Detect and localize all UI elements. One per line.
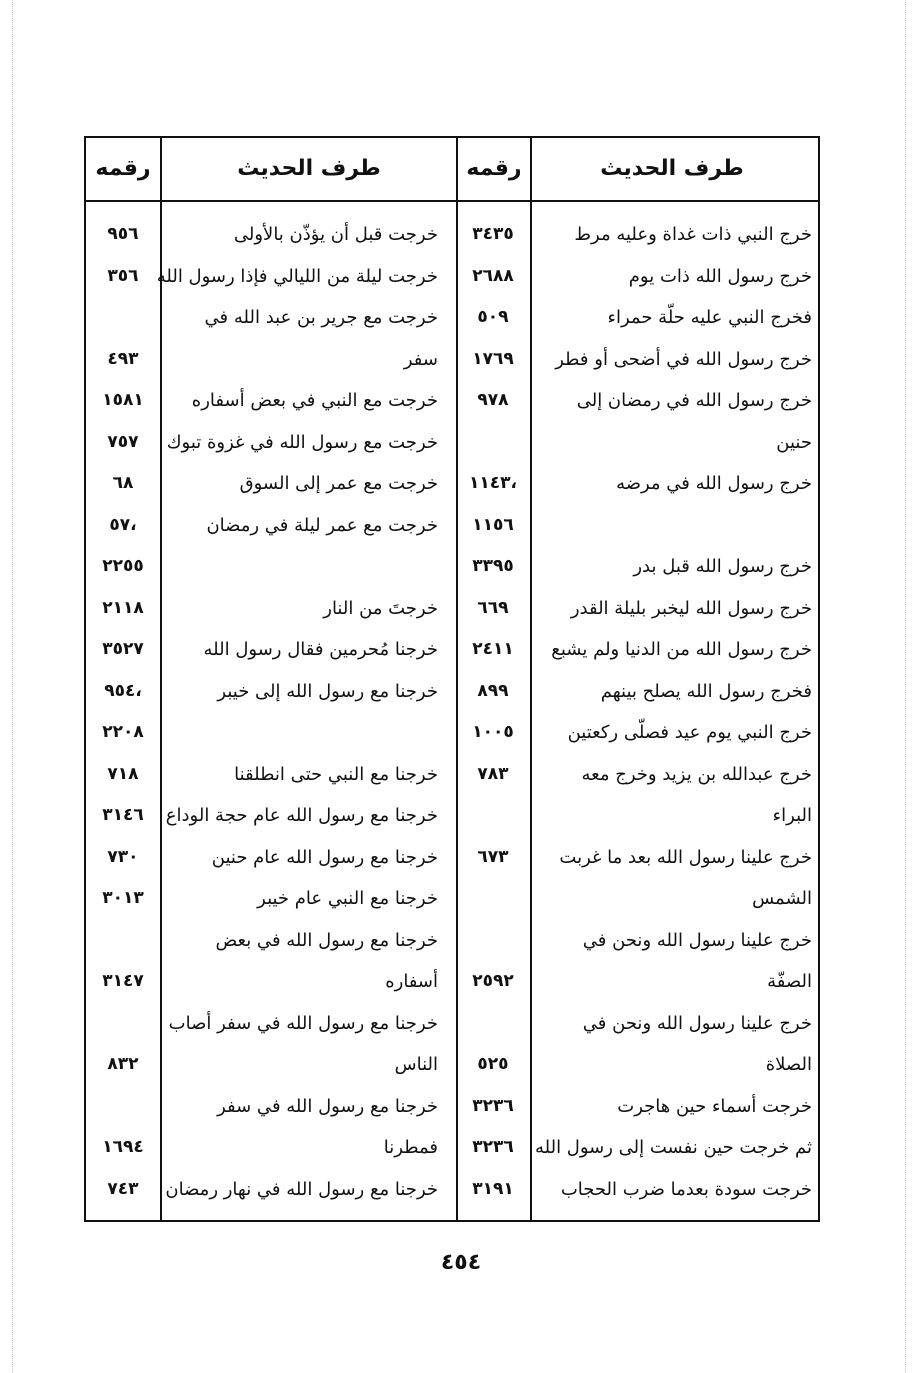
table-row	[86, 297, 818, 339]
hadith-number-right: ٦٦٩	[477, 597, 509, 618]
table-row	[86, 339, 818, 381]
table-row	[86, 1044, 818, 1086]
hadith-text-right: خرج رسول الله ذات يوم	[628, 265, 812, 287]
hadith-text-right: خرج النبي ذات غداة وعليه مرط	[574, 224, 812, 245]
hadith-number-right: ٣٢٣٦	[472, 1095, 514, 1116]
hadith-number-right	[456, 422, 530, 464]
hadith-text-left: سفر	[403, 348, 438, 370]
hadith-number-left: ،٥٧	[109, 514, 137, 535]
hadith-text-right: فخرج رسول الله يصلح بينهم	[600, 680, 812, 702]
scan-edge-left	[12, 0, 13, 1373]
hadith-text-right: خرج رسول الله قبل بدر	[633, 556, 812, 577]
header-divider	[86, 200, 818, 202]
hadith-text-right: حنين	[776, 431, 812, 453]
table-row	[86, 505, 818, 547]
hadith-text-left: خرجت قبل أن يؤذّن بالأولى	[233, 224, 438, 245]
hadith-text-right: خرج النبي يوم عيد فصلّى ركعتين	[567, 722, 812, 743]
hadith-text-right: خرج رسول الله ليخبر بليلة القدر	[570, 597, 812, 619]
hadith-number-right: ٧٨٣	[477, 763, 509, 784]
table-row	[86, 463, 818, 505]
hadith-text-right: خرج علينا رسول الله بعد ما غربت	[559, 846, 812, 868]
table-row	[86, 754, 818, 796]
hadith-number-left: ٧٣٠	[107, 846, 139, 867]
hadith-number-right: ١١٥٦	[472, 514, 514, 535]
hadith-text-left: خرجت مع النبي في بعض أسفاره	[191, 390, 438, 411]
hadith-text-right: خرج رسول الله في رمضان إلى	[576, 390, 812, 411]
hadith-number-left	[86, 920, 160, 962]
hadith-number-left: ١٦٩٤	[102, 1137, 144, 1157]
hadith-text-right: خرجت سودة بعدما ضرب الحجاب	[560, 1178, 812, 1200]
hadith-number-left: ٧٤٣	[107, 1178, 139, 1199]
hadith-number-right	[456, 920, 530, 962]
hadith-text-left: خرجت مع رسول الله في غزوة تبوك	[166, 431, 438, 453]
header-hadith-left: طرف الحديث	[237, 156, 381, 181]
hadith-number-left: ٣١٤٧	[102, 971, 144, 991]
hadith-number-right	[456, 795, 530, 837]
table-row	[86, 878, 818, 920]
table-row	[86, 380, 818, 422]
hadith-text-right: خرج علينا رسول الله ونحن في	[582, 1012, 812, 1034]
hadith-number-left	[86, 1086, 160, 1128]
hadith-number-left: ٢٢٥٥	[102, 556, 144, 576]
hadith-number-right: ٢٦٨٨	[472, 265, 514, 286]
hadith-number-right	[456, 878, 530, 920]
hadith-text-right: خرج رسول الله في مرضه	[616, 473, 812, 494]
hadith-text-right: الشمس	[752, 888, 812, 909]
hadith-text-left: الناس	[394, 1054, 438, 1075]
table-row	[86, 712, 818, 754]
hadith-text-right: خرجت أسماء حين هاجرت	[617, 1095, 812, 1117]
hadith-text-right: خرج عبدالله بن يزيد وخرج معه	[581, 763, 812, 785]
hadith-number-right	[456, 1003, 530, 1045]
header-number-right: رقمه	[466, 156, 522, 181]
hadith-number-left: ٤٩٣	[107, 348, 139, 369]
hadith-text-left: خرجنا مع النبي عام خيبر	[257, 888, 438, 909]
hadith-text-left: أسفاره	[385, 971, 438, 992]
hadith-text-left: خرجنا مع رسول الله عام حجة الوداع	[165, 805, 438, 826]
hadith-number-right: ٣٢٣٦	[472, 1137, 514, 1157]
hadith-text-right: الصفّة	[767, 971, 812, 992]
hadith-text-left: خرجتَ من النار	[323, 597, 438, 619]
table-row	[86, 1169, 818, 1211]
hadith-text-left: خرجت مع عمر ليلة في رمضان	[206, 514, 438, 536]
hadith-text-left: خرجنا مع رسول الله عام حنين	[211, 846, 438, 868]
hadith-text-right: ثم خرجت حين نفست إلى رسول الله	[534, 1137, 812, 1158]
hadith-number-left: ٦٨	[112, 473, 134, 493]
hadith-number-left: ٧٥٧	[107, 431, 139, 452]
hadith-number-left: ٣٥٦	[107, 265, 139, 286]
hadith-number-left: ١٥٨١	[102, 390, 144, 410]
table-row	[86, 629, 818, 671]
hadith-text-right: خرج علينا رسول الله ونحن في	[582, 929, 812, 951]
table-row	[86, 256, 818, 298]
hadith-number-left: ٧١٨	[107, 763, 139, 784]
hadith-number-left: ٣٠١٣	[102, 888, 144, 908]
hadith-number-right: ٨٩٩	[477, 680, 509, 701]
hadith-text-right: الصلاة	[765, 1054, 812, 1075]
hadith-text-left: خرجنا مع رسول الله إلى خيبر	[217, 680, 438, 702]
table-row	[86, 1127, 818, 1169]
hadith-number-left	[86, 1003, 160, 1045]
hadith-number-right: ١٧٦٩	[472, 348, 514, 369]
hadith-number-left	[86, 297, 160, 339]
scan-edge-right	[905, 0, 906, 1373]
hadith-text-right	[532, 505, 812, 547]
hadith-text-left: خرجنا مع رسول الله في بعض	[215, 929, 438, 951]
hadith-number-left: ٢٢٠٨	[102, 722, 144, 742]
table-row	[86, 588, 818, 630]
hadith-text-left: خرجنا مع النبي حتى انطلقنا	[234, 763, 438, 785]
hadith-text-left: خرجنا مع رسول الله في سفر أصاب	[168, 1012, 438, 1034]
hadith-text-left: خرجنا مُحرمين فقال رسول الله	[203, 639, 438, 660]
table-row	[86, 214, 818, 256]
table-row	[86, 920, 818, 962]
hadith-text-left: فمطرنا	[383, 1137, 438, 1158]
hadith-text-left: خرجت مع عمر إلى السوق	[239, 473, 438, 494]
hadith-number-right: ٥٠٩	[477, 307, 509, 327]
hadith-number-right: ٢٥٩٢	[472, 971, 514, 991]
hadith-number-right: ٦٧٣	[477, 846, 509, 867]
hadith-number-left: ٢١١٨	[102, 597, 144, 618]
table-row	[86, 1086, 818, 1128]
hadith-text-left: خرجنا مع رسول الله في سفر	[217, 1095, 438, 1117]
table-row	[86, 422, 818, 464]
hadith-number-left: ،٩٥٤	[104, 680, 142, 701]
hadith-text-right: فخرج النبي عليه حلّة حمراء	[607, 307, 812, 328]
hadith-number-right: ٢٤١١	[472, 639, 514, 659]
hadith-text-right: خرج رسول الله من الدنيا ولم يشبع	[551, 639, 812, 660]
table-row	[86, 795, 818, 837]
table-row	[86, 671, 818, 713]
page-number: ٤٥٤	[440, 1250, 482, 1275]
table-row	[86, 1003, 818, 1045]
hadith-number-right: ٥٢٥	[477, 1054, 509, 1074]
header-number-left: رقمه	[95, 156, 151, 181]
table-row	[86, 837, 818, 879]
hadith-text-right: البراء	[772, 805, 812, 826]
hadith-number-right: ٣٤٣٥	[472, 224, 514, 244]
hadith-number-left: ٩٥٦	[107, 224, 139, 244]
hadith-number-right: ١٠٠٥	[472, 722, 514, 742]
hadith-text-left	[160, 546, 438, 588]
hadith-text-left: خرجت ليلة من الليالي فإذا رسول الله	[156, 265, 438, 287]
hadith-number-right: ،١١٤٣	[469, 473, 517, 493]
index-table	[84, 136, 820, 1222]
hadith-text-left	[160, 712, 438, 754]
hadith-text-left: خرجت مع جرير بن عبد الله في	[204, 307, 438, 328]
hadith-text-right: خرج رسول الله في أضحى أو فطر	[555, 348, 812, 370]
hadith-text-left: خرجنا مع رسول الله في نهار رمضان	[165, 1178, 438, 1200]
table-row	[86, 961, 818, 1003]
table-row	[86, 546, 818, 588]
header-hadith-right: طرف الحديث	[600, 156, 744, 181]
hadith-number-left: ٣٥٢٧	[102, 639, 144, 659]
hadith-number-right: ٣٣٩٥	[472, 556, 514, 576]
hadith-number-left: ٨٣٢	[107, 1054, 139, 1074]
hadith-number-right: ٩٧٨	[477, 390, 509, 410]
hadith-number-right: ٣١٩١	[472, 1178, 514, 1199]
hadith-number-left: ٣١٤٦	[102, 805, 144, 825]
